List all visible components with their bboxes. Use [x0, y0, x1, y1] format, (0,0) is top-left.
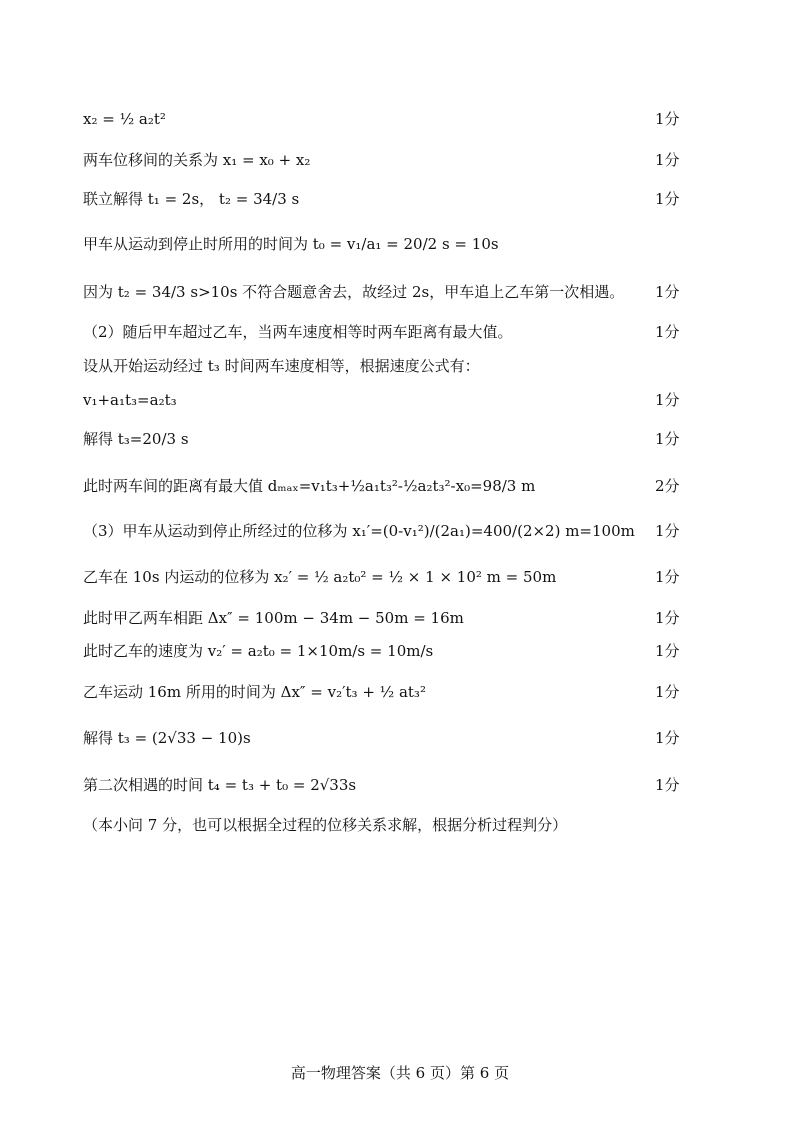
note-line: （本小问 7 分，也可以根据全过程的位移关系求解，根据分析过程判分）	[83, 816, 568, 834]
equation-line-16: 解得 t₃ = (2√33 − 10)s	[83, 729, 251, 747]
score-6: 1分	[655, 323, 680, 341]
equation-line-12: 乙车在 10s 内运动的位移为 x₂′ = ½ a₂t₀² = ½ × 1 × 10² m = 50m	[83, 568, 557, 586]
score-14: 1分	[655, 642, 680, 660]
equation-line-14: 此时乙车的速度为 v₂′ = a₂t₀ = 1×10m/s = 10m/s	[83, 642, 434, 660]
score-9: 1分	[655, 430, 680, 448]
score-10: 2分	[655, 477, 680, 495]
equation-line-7: 设从开始运动经过 t₃ 时间两车速度相等，根据速度公式有：	[83, 357, 480, 375]
equation-line-10: 此时两车间的距离有最大值 dₘₐₓ=v₁t₃+½a₁t₃²-½a₂t₃²-x₀=98/3 m	[83, 477, 536, 495]
equation-line-6: （2）随后甲车超过乙车，当两车速度相等时两车距离有最大值。	[83, 323, 513, 341]
equation-line-11: （3）甲车从运动到停止所经过的位移为 x₁′=(0-v₁²)/(2a₁)=400/(2×2) m=100m	[83, 522, 635, 540]
score-5: 1分	[655, 283, 680, 301]
score-16: 1分	[655, 729, 680, 747]
score-3: 1分	[655, 190, 680, 208]
page-footer: 高一物理答案（共 6 页）第 6 页	[290, 1064, 510, 1082]
score-11: 1分	[655, 522, 680, 540]
score-15: 1分	[655, 683, 680, 701]
equation-line-8: v₁+a₁t₃=a₂t₃	[83, 391, 177, 409]
equation-line-13: 此时甲乙两车相距 Δx″ = 100m − 34m − 50m = 16m	[83, 609, 464, 627]
equation-line-15: 乙车运动 16m 所用的时间为 Δx″ = v₂′t₃ + ½ at₃²	[83, 683, 426, 701]
score-13: 1分	[655, 609, 680, 627]
equation-line-3: 联立解得 t₁ = 2s， t₂ = 34/3 s	[83, 190, 300, 208]
equation-line-5: 因为 t₂ = 34/3 s>10s 不符合题意舍去，故经过 2s，甲车追上乙车第一次相遇。	[83, 283, 625, 301]
equation-line-2: 两车位移间的关系为 x₁ = x₀ + x₂	[83, 151, 311, 169]
equation-line-9: 解得 t₃=20/3 s	[83, 430, 189, 448]
score-2: 1分	[655, 151, 680, 169]
equation-line-4: 甲车从运动到停止时所用的时间为 t₀ = v₁/a₁ = 20/2 s = 10s	[83, 235, 499, 253]
score-8: 1分	[655, 391, 680, 409]
equation-line-17: 第二次相遇的时间 t₄ = t₃ + t₀ = 2√33s	[83, 776, 357, 794]
score-12: 1分	[655, 568, 680, 586]
score-1: 1分	[655, 110, 680, 128]
equation-line-1: x₂ = ½ a₂t²	[83, 110, 166, 128]
score-17: 1分	[655, 776, 680, 794]
